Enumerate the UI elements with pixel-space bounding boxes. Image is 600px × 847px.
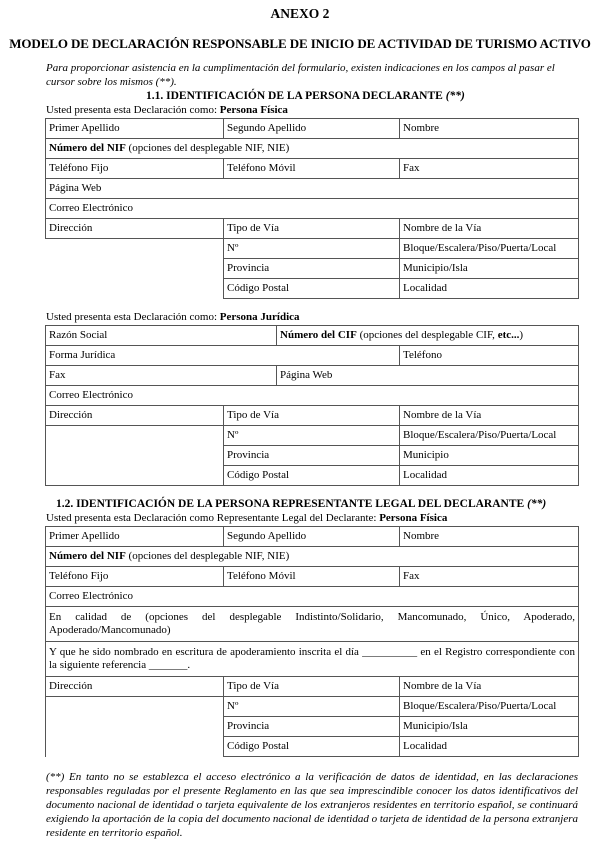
provincia-field[interactable]: Provincia (224, 259, 400, 279)
cif-close: ) (519, 329, 524, 341)
correo-field[interactable]: Correo Electrónico (46, 587, 579, 607)
fisica-intro-type: Persona Física (219, 104, 288, 116)
segundo-apellido-field[interactable]: Segundo Apellido (224, 527, 400, 547)
juridica-intro-text: Usted presenta esta Declaración como: (46, 311, 220, 323)
table-row (46, 386, 579, 406)
municipio-field[interactable]: Municipio/Isla (400, 259, 579, 279)
cif-field[interactable] (277, 326, 579, 346)
tipo-via-field[interactable]: Tipo de Vía (224, 219, 400, 239)
fisica-intro (46, 104, 288, 116)
tipo-via-field[interactable]: Tipo de Vía (224, 406, 400, 426)
numero-field[interactable]: Nº (224, 426, 400, 446)
bloque-field[interactable]: Bloque/Escalera/Piso/Puerta/Local (400, 239, 579, 259)
fax-field[interactable]: Fax (400, 159, 579, 179)
nombre-via-field[interactable]: Nombre de la Vía (400, 677, 579, 697)
nif-options: (opciones del desplegable NIF, NIE) (125, 142, 290, 154)
table-row (46, 219, 579, 239)
nombre-field[interactable]: Nombre (400, 119, 579, 139)
telefono-fijo-field[interactable]: Teléfono Fijo (46, 567, 224, 587)
table-row (46, 139, 579, 159)
representante-intro (46, 512, 447, 524)
table-row (46, 527, 579, 547)
nif-label: Número del NIF (49, 550, 126, 562)
numero-field[interactable]: Nº (224, 697, 400, 717)
annex-label: ANEXO 2 (270, 6, 330, 21)
table-row (46, 179, 579, 199)
persona-juridica-table (45, 325, 579, 486)
municipio-field[interactable]: Municipio/Isla (400, 717, 579, 737)
telefono-fijo-field[interactable]: Teléfono Fijo (46, 159, 224, 179)
representante-intro-text: Usted presenta esta Declaración como Representante Legal del Declarante: (46, 512, 380, 524)
provincia-field[interactable]: Provincia (224, 717, 400, 737)
fax-field[interactable]: Fax (400, 567, 579, 587)
table-row (46, 326, 579, 346)
juridica-intro (46, 311, 300, 323)
cif-etc: etc... (497, 329, 520, 341)
nombre-field[interactable]: Nombre (400, 527, 579, 547)
persona-fisica-table (45, 118, 579, 299)
municipio-field[interactable]: Municipio (400, 446, 579, 466)
table-row (46, 466, 579, 486)
codigo-postal-field[interactable]: Código Postal (224, 737, 400, 757)
nif-field[interactable] (46, 547, 579, 567)
table-row (46, 642, 579, 677)
intro-text: Para proporcionar asistencia en la cumplimentación del formulario, existen indicaciones en los campos al pasar el cursor sobre los mismos (**). (46, 62, 555, 88)
primer-apellido-field[interactable]: Primer Apellido (46, 527, 224, 547)
correo-field[interactable]: Correo Electrónico (46, 386, 579, 406)
localidad-field[interactable]: Localidad (400, 466, 579, 486)
representante-table (45, 526, 579, 757)
nif-field[interactable] (46, 139, 579, 159)
table-row (46, 677, 579, 697)
pagina-web-field[interactable]: Página Web (46, 179, 579, 199)
table-row (46, 366, 579, 386)
section-1-2-heading (56, 498, 546, 510)
table-row (46, 159, 579, 179)
direccion-label: Dirección (46, 677, 224, 697)
nif-options: (opciones del desplegable NIF, NIE) (125, 550, 290, 562)
provincia-field[interactable]: Provincia (224, 446, 400, 466)
nif-label: Número del NIF (49, 142, 126, 154)
table-row (46, 406, 579, 426)
section-1-2-heading-text: 1.2. IDENTIFICACIÓN DE LA PERSONA REPRESENTANTE LEGAL DEL DECLARANTE (56, 498, 528, 510)
section-1-1-heading-text: 1.1. IDENTIFICACIÓN DE LA PERSONA DECLARANTE (146, 90, 446, 102)
direccion-spacer (46, 466, 224, 486)
en-calidad-field[interactable]: En calidad de (opciones del desplegable Indistinto/Solidario, Mancomunado, Único, Apoderado, Apoderado/Mancomunado) (46, 607, 579, 642)
segundo-apellido-field[interactable]: Segundo Apellido (224, 119, 400, 139)
table-row (46, 587, 579, 607)
pagina-web-field[interactable]: Página Web (277, 366, 579, 386)
localidad-field[interactable]: Localidad (400, 279, 579, 299)
direccion-label: Dirección (46, 219, 224, 239)
fisica-intro-text: Usted presenta esta Declaración como: (46, 104, 220, 116)
nombre-via-field[interactable]: Nombre de la Vía (400, 219, 579, 239)
direccion-spacer (46, 446, 224, 466)
juridica-intro-type: Persona Jurídica (219, 311, 300, 323)
nombre-via-field[interactable]: Nombre de la Vía (400, 406, 579, 426)
footnote: (**) En tanto no se establezca el acceso electrónico a la verificación de datos de identidad, en las declaraciones responsables reguladas por el presente Reglamento en las que sea imprescindible conocer los datos identificativos del documento nacional de identidad o tarjeta equivalente de los extranjeros residentes en territorio español, se continuará exigiendo la aportación de la copia del documento nacional de identidad o tarjeta de identidad de la persona extranjera residente en territorio español. (46, 771, 578, 839)
section-1-1-heading-mark: (**) (445, 90, 465, 102)
localidad-field[interactable]: Localidad (400, 737, 579, 757)
section-1-2-heading-mark: (**) (527, 498, 547, 510)
table-row (46, 607, 579, 642)
direccion-label: Dirección (46, 406, 224, 426)
forma-juridica-field[interactable]: Forma Jurídica (46, 346, 400, 366)
representante-intro-type: Persona Física (379, 512, 448, 524)
telefono-movil-field[interactable]: Teléfono Móvil (224, 567, 400, 587)
telefono-movil-field[interactable]: Teléfono Móvil (224, 159, 400, 179)
tipo-via-field[interactable]: Tipo de Vía (224, 677, 400, 697)
table-row (46, 426, 579, 446)
codigo-postal-field[interactable]: Código Postal (224, 279, 400, 299)
table-row (46, 547, 579, 567)
direccion-spacer (46, 239, 224, 299)
table-row (46, 446, 579, 466)
table-row (46, 199, 579, 219)
numero-field[interactable]: Nº (224, 239, 400, 259)
primer-apellido-field[interactable]: Primer Apellido (46, 119, 224, 139)
codigo-postal-field[interactable]: Código Postal (224, 466, 400, 486)
cif-options: (opciones del desplegable CIF, (356, 329, 498, 341)
telefono-field[interactable]: Teléfono (400, 346, 579, 366)
section-1-1-heading (146, 90, 465, 102)
direccion-spacer (46, 697, 224, 757)
table-row (46, 697, 579, 717)
table-row (46, 567, 579, 587)
cif-label: Número del CIF (280, 329, 357, 341)
direccion-spacer (46, 426, 224, 446)
table-row (46, 346, 579, 366)
fax-field[interactable]: Fax (46, 366, 277, 386)
table-row (46, 239, 579, 259)
bloque-field[interactable]: Bloque/Escalera/Piso/Puerta/Local (400, 426, 579, 446)
document-title: MODELO DE DECLARACIÓN RESPONSABLE DE INICIO DE ACTIVIDAD DE TURISMO ACTIVO (9, 36, 591, 51)
table-row (46, 119, 579, 139)
nombrado-field[interactable]: Y que he sido nombrado en escritura de apoderamiento inscrita el día __________ en el Registro correspondiente con la siguiente referencia _______. (46, 642, 579, 677)
correo-field[interactable]: Correo Electrónico (46, 199, 579, 219)
razon-social-field[interactable]: Razón Social (46, 326, 277, 346)
bloque-field[interactable]: Bloque/Escalera/Piso/Puerta/Local (400, 697, 579, 717)
